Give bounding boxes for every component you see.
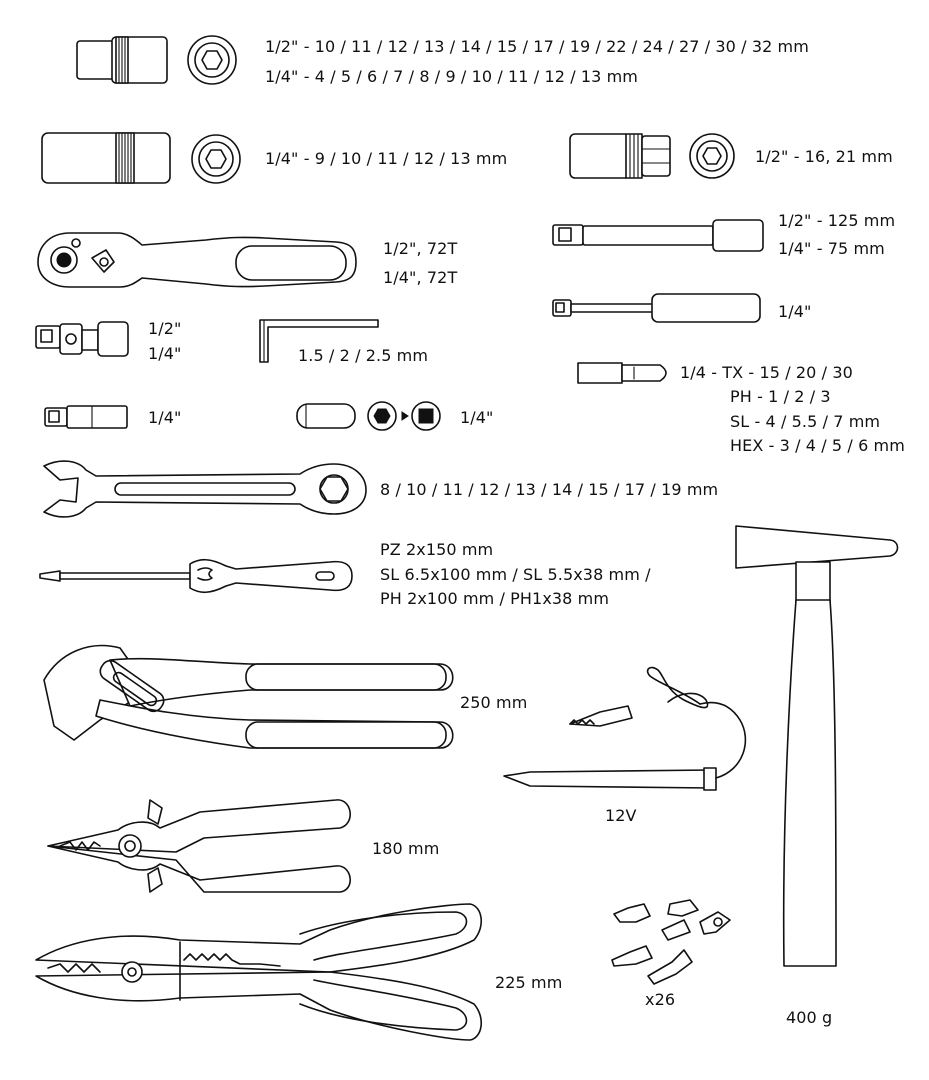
screwdriver-icon [40, 560, 352, 593]
hammer-weight-label: 400 g [786, 1008, 833, 1027]
ratchet-quarter-label: 1/4", 72T [383, 268, 458, 287]
universal-joint-half-label: 1/2" [148, 319, 182, 338]
socket-sizes-half-label: 1/2" - 10 / 11 / 12 / 13 / 14 / 15 / 17 / 19 / 22 / 24 / 27 / 30 / 32 mm [265, 37, 809, 56]
spinner-label: 1/4" [778, 302, 812, 321]
extension-half-label: 1/2" - 125 mm [778, 211, 896, 230]
crimping-pliers-label: 225 mm [495, 973, 563, 992]
combination-pliers-label: 180 mm [372, 839, 440, 858]
screwdriver-sl-label: SL 6.5x100 mm / SL 5.5x38 mm / [380, 565, 651, 584]
extension-quarter-label: 1/4" - 75 mm [778, 239, 885, 258]
bits-ph-label: PH - 1 / 2 / 3 [730, 387, 831, 406]
bits-tx-label: 1/4 - TX - 15 / 20 / 30 [680, 363, 853, 382]
deep-socket-sizes-label: 1/4" - 9 / 10 / 11 / 12 / 13 mm [265, 149, 508, 168]
water-pump-pliers-label: 250 mm [460, 693, 528, 712]
ratchet-icon [38, 233, 356, 287]
socket-sizes-quarter-label: 1/4" - 4 / 5 / 6 / 7 / 8 / 9 / 10 / 11 / 12 / 13 mm [265, 67, 638, 86]
ratchet-half-label: 1/2", 72T [383, 239, 458, 258]
hex-key-sizes-label: 1.5 / 2 / 2.5 mm [298, 346, 429, 365]
bits-hex-label: HEX - 3 / 4 / 5 / 6 mm [730, 436, 905, 455]
combination-pliers-icon [48, 800, 350, 892]
standard-socket-icon [77, 36, 236, 84]
screwdriver-ph-label: PH 2x100 mm / PH1x38 mm [380, 589, 610, 608]
circuit-tester-label: 12V [605, 806, 637, 825]
spark-plug-socket-sizes-label: 1/2" - 16, 21 mm [755, 147, 893, 166]
water-pump-pliers-icon [44, 646, 453, 748]
spark-plug-socket-icon [570, 134, 734, 178]
bits-sl-label: SL - 4 / 5.5 / 7 mm [730, 412, 881, 431]
combination-wrench-icon [44, 461, 366, 517]
hammer-icon [736, 526, 898, 966]
socket-adapter-icon [297, 402, 440, 430]
screwdriver-bit-icon [578, 363, 666, 383]
extension-bar-half-icon [553, 220, 763, 251]
universal-joint-quarter-label: 1/4" [148, 344, 182, 363]
terminals-count-label: x26 [645, 990, 676, 1009]
cable-terminals-icon [612, 900, 730, 984]
spinner-adapter-icon [45, 406, 127, 428]
adapter-label: 1/4" [148, 408, 182, 427]
extension-bar-quarter-icon [553, 294, 760, 322]
wrench-sizes-label: 8 / 10 / 11 / 12 / 13 / 14 / 15 / 17 / 19 mm [380, 480, 719, 499]
screwdriver-pz-label: PZ 2x150 mm [380, 540, 494, 559]
crimping-pliers-icon [36, 904, 481, 1040]
universal-joint-icon [36, 322, 128, 356]
deep-socket-icon [42, 133, 240, 183]
socket-adapter-label: 1/4" [460, 408, 494, 427]
circuit-tester-icon [504, 668, 745, 790]
